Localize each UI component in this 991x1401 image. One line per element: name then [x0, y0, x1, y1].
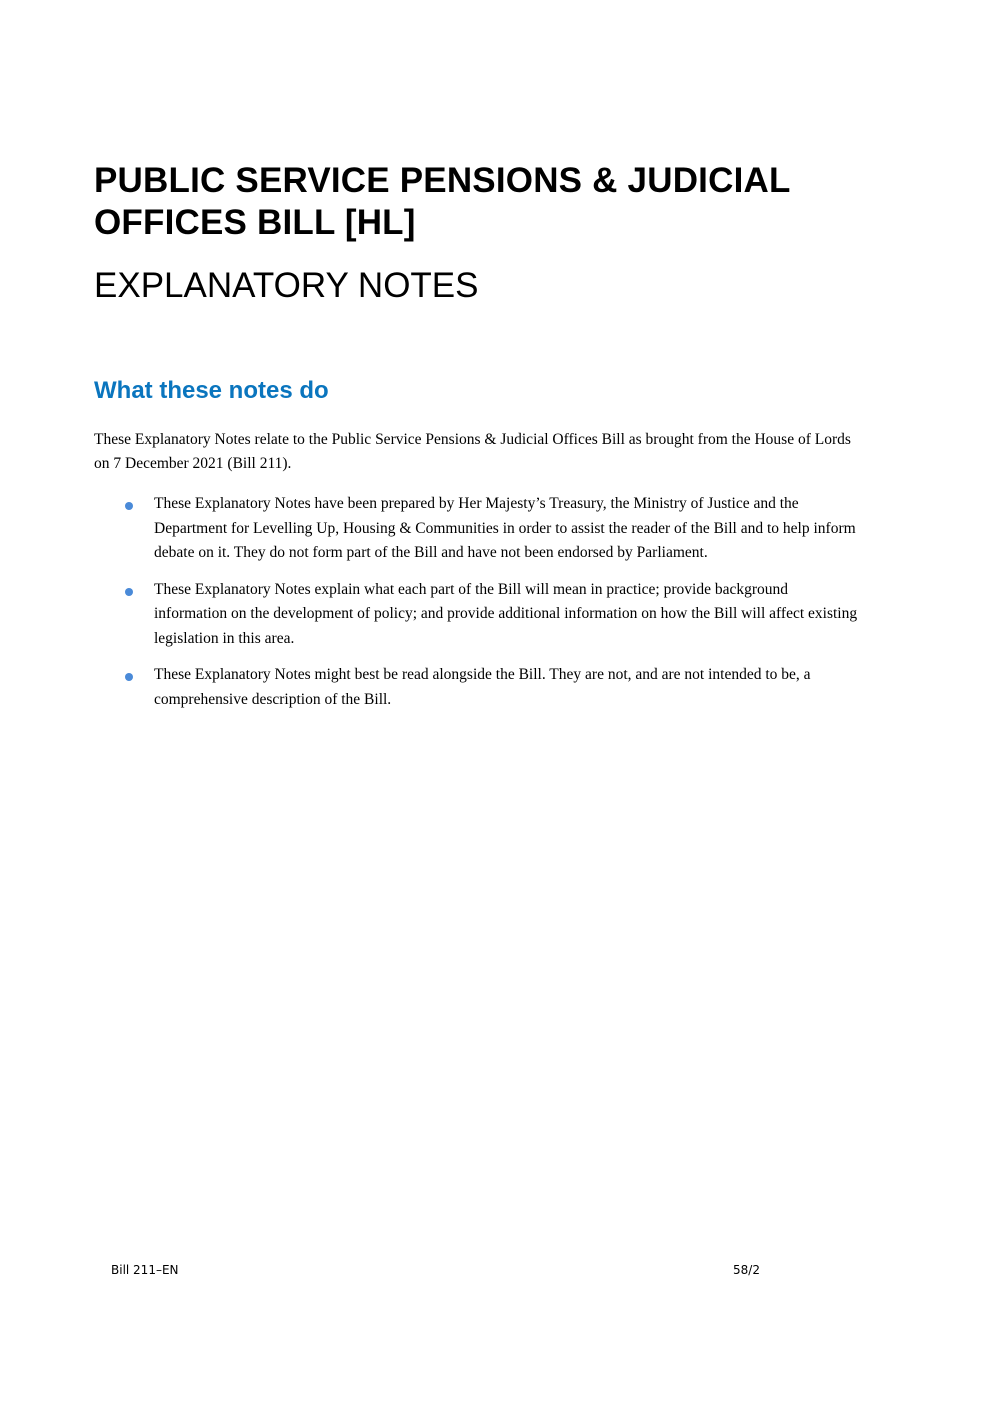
intro-paragraph: These Explanatory Notes relate to the Public Service Pensions & Judicial Offices Bill as brought from the House of Lords on 7 December 2021 (Bill 211). — [94, 431, 851, 472]
footer-bill-reference: Bill 211–EN — [111, 1263, 179, 1277]
bullet-text: These Explanatory Notes explain what each part of the Bill will mean in practice; provide background information on the development of policy; and provide additional information on how the Bill will affect existing legislation in this area. — [154, 580, 858, 647]
footer-page-code: 58/2 — [733, 1263, 760, 1277]
bullet-dot-icon — [125, 588, 133, 596]
section-heading: What these notes do — [94, 377, 329, 404]
list-item — [94, 492, 864, 566]
bullet-text: These Explanatory Notes might best be read alongside the Bill. They are not, and are not intended to be, a comprehensive description of the Bill. — [154, 666, 811, 708]
list-item — [94, 578, 864, 652]
bullet-dot-icon — [125, 673, 133, 681]
bullet-list — [94, 492, 864, 724]
bullet-dot-icon — [125, 502, 133, 510]
document-title: PUBLIC SERVICE PENSIONS & JUDICIAL OFFICES BILL [HL] — [94, 161, 790, 242]
document-subtitle: EXPLANATORY NOTES — [94, 266, 479, 305]
list-item — [94, 663, 864, 712]
bullet-text: These Explanatory Notes have been prepared by Her Majesty’s Treasury, the Ministry of Justice and the Department for Levelling Up, Housing & Communities in order to assist the reader of the Bill and to help inform debate on it. They do not form part of the Bill and have not been endorsed by Parliament. — [154, 495, 856, 561]
